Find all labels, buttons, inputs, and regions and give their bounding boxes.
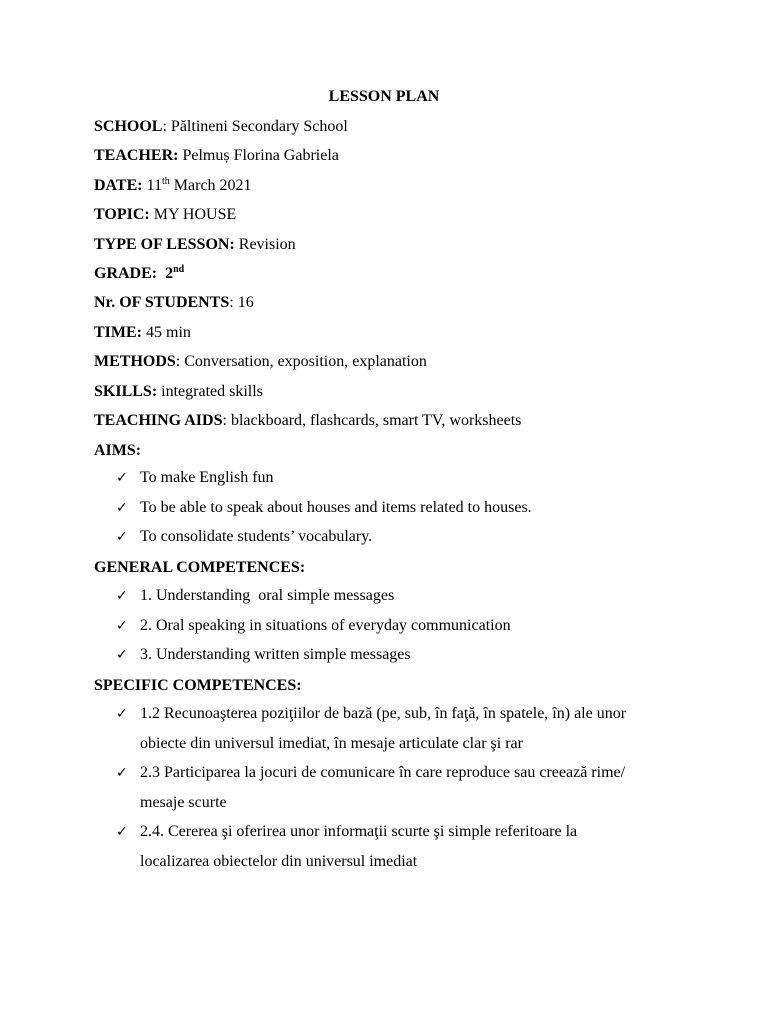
specific-competence-item: ✓ 2.3 Participarea la jocuri de comunicare în care reproduce sau creează rime/ mesaje scurte	[116, 758, 646, 818]
field-time	[94, 322, 191, 344]
field-school: SCHOOL: Păltineni Secondary School	[94, 118, 348, 135]
field-nr-of-students: Nr. OF STUDENTS: 16	[94, 294, 254, 311]
specific-competence-item: ✓ 1.2 Recunoaşterea poziţiilor de bază (pe, sub, în faţă, în spatele, în) ale unor obiecte din universul imediat, în mesaje articulate clar şi rar	[116, 699, 646, 759]
field-label: TIME:	[94, 324, 142, 341]
field-label: Nr. OF STUDENTS	[94, 294, 230, 311]
aims-list-item: ✓ To make English fun	[116, 463, 656, 493]
field-methods: METHODS: Conversation, exposition, explanation	[94, 353, 427, 370]
field-value: Pelmuș Florina Gabriela	[182, 147, 339, 164]
field-label: TEACHING AIDS	[94, 412, 223, 429]
checkmark-icon: ✓	[116, 647, 128, 663]
general-competence-item: ✓ 2. Oral speaking in situations of everyday communication	[116, 611, 656, 641]
field-skills	[94, 381, 263, 403]
field-label: TEACHER:	[94, 147, 179, 164]
field-grade	[94, 263, 184, 285]
field-value: 2	[165, 265, 174, 282]
checkmark-icon: ✓	[116, 824, 128, 840]
field-value: 16	[237, 294, 254, 311]
field-date	[94, 175, 252, 197]
field-value: MY HOUSE	[153, 206, 237, 223]
aims-heading: AIMS:	[94, 442, 142, 459]
field-value-rest: March 2021	[169, 177, 252, 194]
field-type-of-lesson	[94, 234, 296, 256]
checkmark-icon: ✓	[116, 500, 128, 516]
checkmark-icon: ✓	[116, 706, 128, 722]
checkmark-icon: ✓	[116, 470, 128, 486]
field-value: 11	[146, 177, 162, 194]
field-label: SKILLS:	[94, 383, 158, 400]
field-value: Păltineni Secondary School	[170, 118, 348, 135]
specific-competences-heading: SPECIFIC COMPETENCES:	[94, 677, 302, 694]
aims-list-item: ✓ To be able to speak about houses and items related to houses.	[116, 493, 656, 523]
field-value: 45 min	[146, 324, 191, 341]
field-value: Revision	[238, 236, 296, 253]
general-competences-heading: GENERAL COMPETENCES:	[94, 559, 306, 576]
checkmark-icon: ✓	[116, 765, 128, 781]
field-label: TYPE OF LESSON:	[94, 236, 235, 253]
general-competence-item: ✓ 1. Understanding oral simple messages	[116, 581, 656, 611]
field-teacher	[94, 145, 339, 167]
field-value-superscript: nd	[173, 264, 185, 275]
field-teaching-aids: TEACHING AIDS: blackboard, flashcards, smart TV, worksheets	[94, 412, 522, 429]
checkmark-icon: ✓	[116, 618, 128, 634]
aims-list-item: ✓ To consolidate students’ vocabulary.	[116, 522, 656, 552]
field-value: blackboard, flashcards, smart TV, worksheets	[230, 412, 522, 429]
field-value: Conversation, exposition, explanation	[184, 353, 427, 370]
field-label: METHODS	[94, 353, 176, 370]
field-label: GRADE:	[94, 265, 158, 282]
general-competence-item: ✓ 3. Understanding written simple messages	[116, 640, 656, 670]
field-value: integrated skills	[161, 383, 263, 400]
field-label: DATE:	[94, 177, 143, 194]
field-label: SCHOOL	[94, 118, 163, 135]
field-value-superscript: th	[162, 176, 170, 187]
field-topic	[94, 204, 236, 226]
checkmark-icon: ✓	[116, 588, 128, 604]
field-label: TOPIC:	[94, 206, 150, 223]
specific-competence-item: ✓ 2.4. Cererea şi oferirea unor informaţii scurte şi simple referitoare la localizarea obiectelor din universul imediat	[116, 817, 646, 877]
document-title: LESSON PLAN	[328, 88, 440, 105]
checkmark-icon: ✓	[116, 529, 128, 545]
